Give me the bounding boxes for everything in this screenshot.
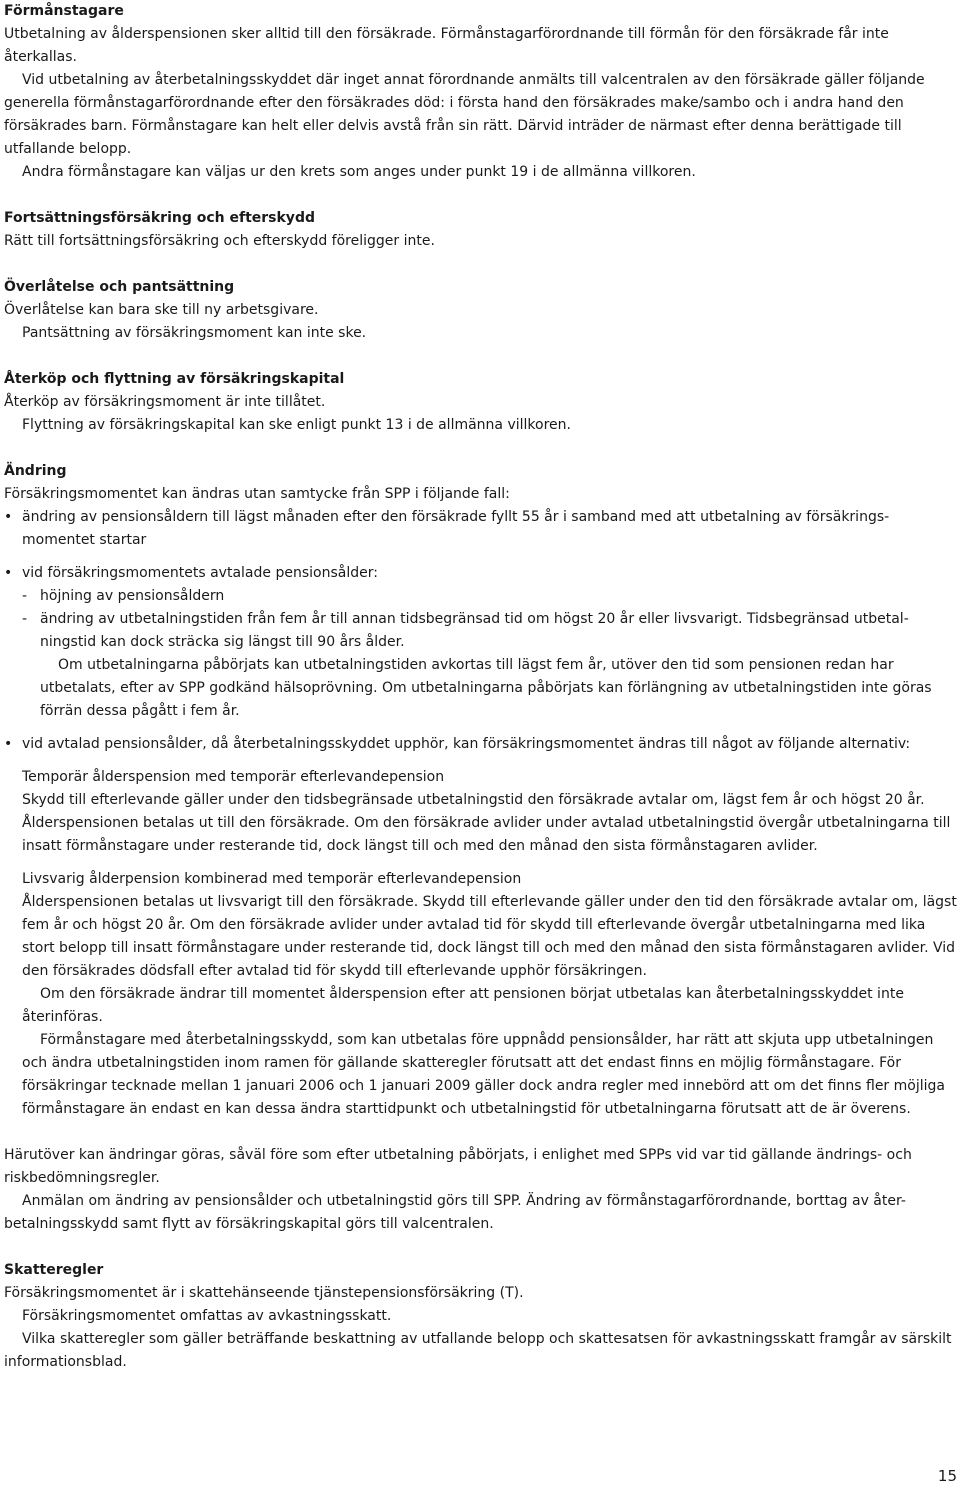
paragraph: Pantsättning av försäkringsmoment kan inte ske.	[22, 325, 367, 341]
page-number: 15	[937, 1467, 957, 1485]
section-heading: Återköp och flyttning av försäkringskapital	[4, 371, 345, 387]
section-heading: Förmånstagare	[4, 3, 124, 19]
section-overlatelse	[4, 276, 960, 345]
section-aterkop	[4, 368, 960, 437]
paragraph: Försäkringsmomentet kan ändras utan samtycke från SPP i följande fall:	[4, 486, 510, 502]
section-fortsattning	[4, 207, 960, 253]
dash-text: höjning av pensionsåldern	[40, 588, 225, 604]
paragraph: Försäkringsmomentet omfattas av avkastningsskatt.	[22, 1308, 392, 1324]
section-andring	[4, 460, 960, 1236]
paragraph: Utbetalning av ålderspensionen sker alltid till den försäkrade. Förmånstagarförordnande till förmån för den försäkrade får inte återkallas.	[4, 26, 889, 65]
dash-marker: -	[22, 588, 28, 604]
paragraph: Flyttning av försäkringskapital kan ske enligt punkt 13 i de allmänna villkoren.	[22, 417, 571, 433]
dash-item	[4, 585, 960, 608]
paragraph: Rätt till fortsättningsförsäkring och efterskydd föreligger inte.	[4, 233, 435, 249]
bullet-item: • vid försäkringsmomentets avtalade pensionsålder:	[4, 562, 960, 585]
paragraph: Vid utbetalning av återbetalningsskyddet där inget annat förordnande anmälts till valcentralen av den försäkrade gäller följande generella förmånstagarförordnande efter den försäkrades död: i första hand den försäkrades make/sambo och i andra hand den försäkrades barn. Förmånstagare kan helt eller delvis avstå från sin rätt. Därvid inträder de närmast efter denna berättigade till utfallande belopp.	[4, 72, 925, 157]
section-skatteregler	[4, 1259, 960, 1374]
paragraph: Om utbetalningarna påbörjats kan utbetalningstiden avkortas till lägst fem år, utöver den tid som pensionen redan har utbetalats, efter av SPP godkänd hälsoprövning. Om utbetalningarna påbörjats kan förlängning av utbetalningstiden inte göras förrän dessa pågått i fem år.	[40, 657, 932, 719]
section-heading: Skatteregler	[4, 1262, 104, 1278]
paragraph: Förmånstagare med återbetalningsskydd, som kan utbetalas före uppnådd pensionsålder, har rätt att skjuta upp utbetalningen och ändra utbetalningstiden inom ramen för gällande skatteregler förutsatt att det endast finns en möjlig förmånstagare. För försäkringar tecknade mellan 1 januari 2006 och 1 januari 2009 gäller dock andra regler med innebörd att om det finns fler möjliga förmånstagare än endast en kan dessa ändra starttidpunkt och utbetalningstid för utbetalningarna förutsatt att de är överens.	[22, 1032, 945, 1117]
paragraph: Om den försäkrade ändrar till momentet ålderspension efter att pensionen börjat utbetalas kan återbetalningsskyddet inte återinföras.	[22, 986, 904, 1025]
paragraph: Andra förmånstagare kan väljas ur den krets som anges under punkt 19 i de allmänna villkoren.	[22, 164, 696, 180]
paragraph: Återköp av försäkringsmoment är inte tillåtet.	[4, 394, 326, 410]
section-heading: Överlåtelse och pantsättning	[4, 279, 235, 295]
paragraph: Överlåtelse kan bara ske till ny arbetsgivare.	[4, 302, 319, 318]
paragraph: Försäkringsmomentet är i skattehänseende tjänstepensionsförsäkring (T).	[4, 1285, 524, 1301]
subsection-heading: Temporär ålderspension med temporär efterlevandepension	[22, 769, 445, 785]
section-heading: Ändring	[4, 463, 67, 479]
paragraph: Vilka skatteregler som gäller beträffande beskattning av utfallande belopp och skattesatsen för avkastningsskatt framgår av särskilt informationsblad.	[4, 1331, 952, 1370]
bullet-item: • ändring av pensionsåldern till lägst månaden efter den försäkrade fyllt 55 år i samband med att utbetalning av försäkrings-momentet startar	[4, 506, 960, 552]
section-formanstagare	[4, 0, 960, 184]
bullet-item: • vid avtalad pensionsålder, då återbetalningsskyddet upphör, kan försäkringsmomentet ändras till något av följande alternativ:	[4, 733, 960, 756]
section-heading: Fortsättningsförsäkring och efterskydd	[4, 210, 315, 226]
paragraph: Härutöver kan ändringar göras, såväl före som efter utbetalning påbörjats, i enlighet med SPPs vid var tid gällande ändrings- och riskbedömningsregler.	[4, 1147, 912, 1186]
paragraph: Anmälan om ändring av pensionsålder och utbetalningstid görs till SPP. Ändring av förmånstagarförordnande, borttag av åter-betalningsskydd samt flytt av försäkringskapital görs till valcentralen.	[4, 1193, 906, 1232]
dash-marker: -	[22, 611, 28, 627]
paragraph: Skydd till efterlevande gäller under den tidsbegränsade utbetalningstid den försäkrade avtalar om, lägst fem år och högst 20 år. Ålderspensionen betalas ut till den försäkrade. Om den försäkrade avlider under avtalad utbetalningstid övergår utbetalningarna till insatt förmånstagare under resterande tid, dock längst till och med den månad den sista förmånstagaren avlider.	[22, 792, 951, 854]
paragraph: Ålderspensionen betalas ut livsvarigt till den försäkrade. Skydd till efterlevande gäller under den tid den försäkrade avtalar om, lägst fem år och högst 20 år. Om den försäkrade avlider under avtalad tid för skydd till efterlevande övergår utbetalningarna med lika stort belopp till insatt förmånstagare under resterande tid, dock längst till och med den månad den sista förmånstagaren avlider. Vid den försäkrades dödsfall efter avtalad tid för skydd till efterlevande upphör försäkringen.	[22, 894, 957, 979]
subsection-heading: Livsvarig ålderpension kombinerad med temporär efterlevandepension	[22, 871, 522, 887]
dash-item	[4, 608, 960, 654]
dash-text: ändring av utbetalningstiden från fem år till annan tidsbegränsad tid om högst 20 år eller livsvarigt. Tidsbegränsad utbetal-ningstid kan dock sträcka sig längst till 90 års ålder.	[40, 611, 909, 650]
